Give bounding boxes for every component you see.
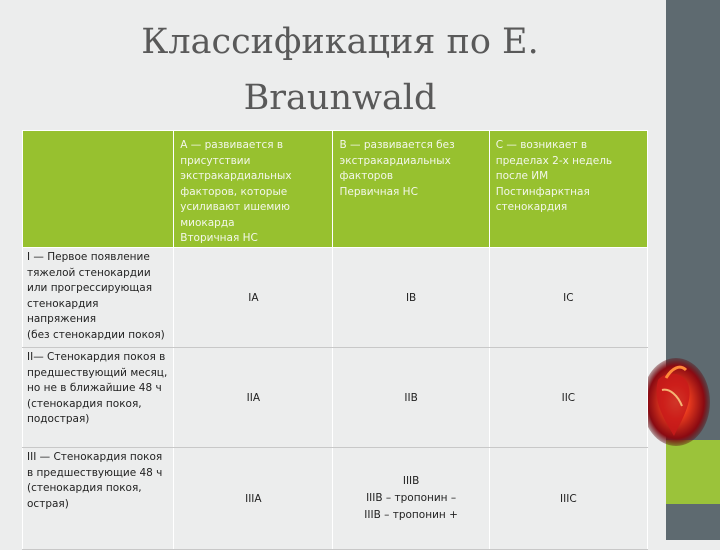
cell-iiic <box>489 448 647 550</box>
row-ii-label-line: (стенокардия покоя, <box>27 397 142 410</box>
cell-iiib-text: IIIB <box>402 475 420 487</box>
header-c-line: пределах 2-х недель <box>495 154 613 167</box>
cell-ic <box>489 248 647 348</box>
header-a-line: A — развивается в <box>180 139 284 151</box>
header-b-line: Первичная НС <box>339 185 418 198</box>
row-iii-label-line: (стенокардия покоя, <box>27 482 142 494</box>
cell-iiic-text: IIIC <box>560 492 577 505</box>
header-a-line: присутствии <box>180 154 251 167</box>
cell-iiia <box>174 448 333 550</box>
header-a-line: усиливают ишемию <box>180 201 290 213</box>
cell-ic-text: IC <box>563 291 574 304</box>
cell-ia-text: IA <box>248 291 259 304</box>
cell-ib-text: IB <box>405 291 417 304</box>
cell-iib-text: IIB <box>404 391 418 404</box>
header-row <box>23 131 648 248</box>
row-i-label-line: (без стенокардии покоя) <box>27 328 165 341</box>
header-b-line: экстракардиальных <box>339 154 451 167</box>
cell-ib <box>333 248 489 348</box>
header-a-line: экстракардиальных <box>180 170 292 182</box>
title-line-2: Braunwald <box>243 78 437 118</box>
row-iii-label-line: в предшествующие 48 ч <box>27 466 163 479</box>
row-iii-label-line: III — Стенокардия покоя <box>27 451 163 463</box>
row-i-label-line: тяжелой стенокардии <box>27 266 151 279</box>
cell-iiib-troponin-neg: IIIB – тропонин – <box>366 492 457 504</box>
cell-ia <box>174 248 333 348</box>
row-i-label-line: стенокардия напряжения <box>27 297 99 325</box>
cell-iiia-text: IIIA <box>245 492 262 505</box>
row-i-label-line: или прогрессирующая <box>27 282 153 294</box>
header-a-line: факторов, которые <box>180 185 288 198</box>
header-corner-text <box>23 131 173 138</box>
header-c-line: C — возникает в <box>495 139 588 151</box>
row-i-label-line: I — Первое появление <box>27 251 150 263</box>
header-a-line: миокарда <box>180 216 235 229</box>
header-c-line: Постинфарктная <box>495 185 590 198</box>
title-line-1: Классификация по E. <box>141 22 539 62</box>
header-b-line: факторов <box>339 170 394 182</box>
cell-iib <box>333 348 489 448</box>
row-ii-label-line: II— Стенокардия покоя в <box>27 351 166 363</box>
header-b-line: B — развивается без <box>339 139 455 151</box>
header-cell-c <box>489 131 647 248</box>
row-label-i <box>23 248 174 348</box>
row-ii-label-line: подострая) <box>27 413 90 425</box>
cell-iic-text: IIC <box>561 391 576 404</box>
slide-title <box>90 14 590 126</box>
table-row-iii <box>23 448 648 550</box>
classification-table <box>22 130 648 550</box>
cell-iic <box>489 348 647 448</box>
header-a-line: Вторичная НС <box>180 232 258 244</box>
table-row-i <box>23 248 648 348</box>
cell-iia-text: IIA <box>246 391 261 404</box>
header-c-line: после ИМ <box>495 170 549 182</box>
cell-iiib-troponin-pos: IIIB – тропонин + <box>364 509 458 521</box>
row-label-ii <box>23 348 174 448</box>
cell-iia <box>174 348 333 448</box>
table-row-ii <box>23 348 648 448</box>
header-corner-cell <box>23 131 174 248</box>
row-ii-label-line: но не в ближайшие 48 ч <box>27 382 162 394</box>
header-c-line: стенокардия <box>495 201 568 213</box>
row-label-iii <box>23 448 174 550</box>
cell-iiib <box>333 448 489 550</box>
header-cell-b <box>333 131 489 248</box>
row-iii-label-line: острая) <box>27 497 69 510</box>
row-ii-label-line: предшествующий месяц, <box>27 366 168 379</box>
header-cell-a <box>174 131 333 248</box>
